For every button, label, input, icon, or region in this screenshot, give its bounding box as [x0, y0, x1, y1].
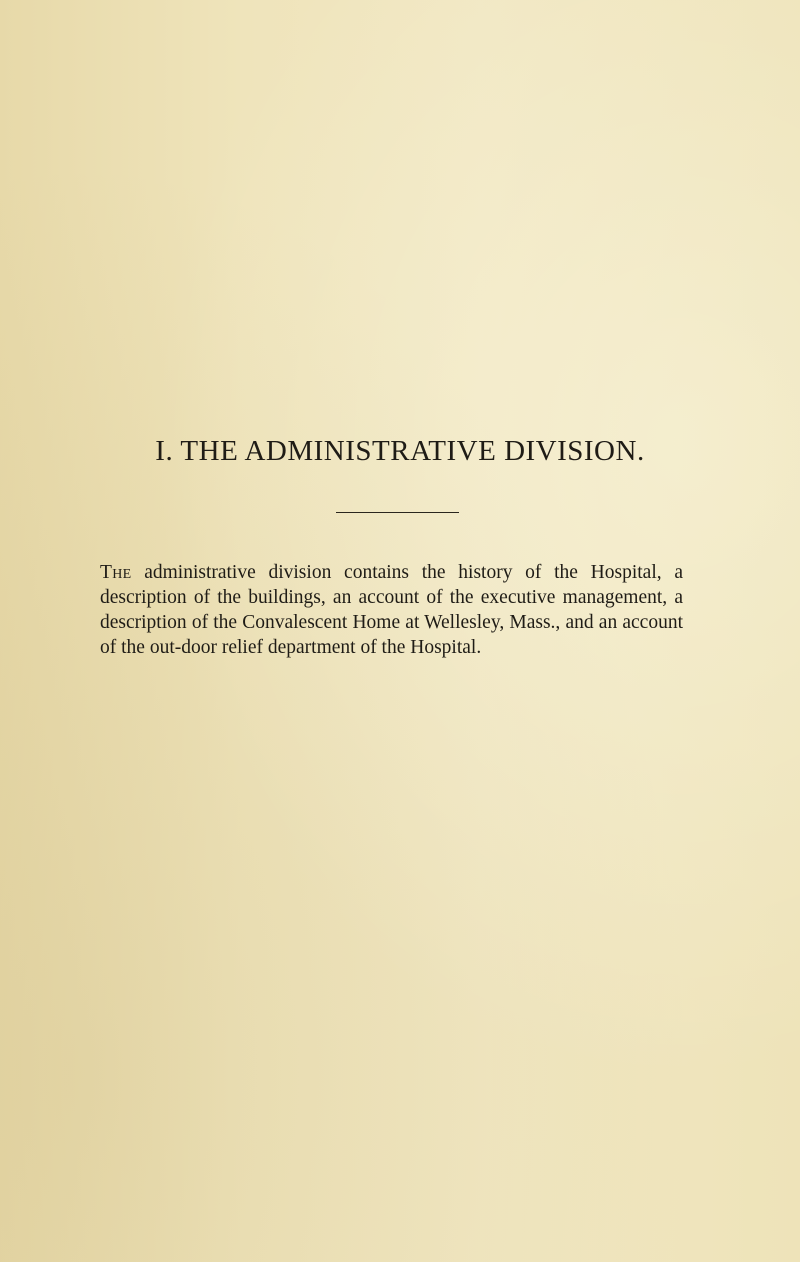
- heading-divider: [336, 512, 459, 513]
- paragraph-text: administrative division contains the history of the Hospital, a description of the buildings, an account of the executive management, a description of the Convalescent Home at Wellesley, Mass., and an account of the out-door relief department of the Hospital.: [100, 562, 683, 658]
- body-paragraph: [100, 560, 683, 660]
- section-heading: I. THE ADMINISTRATIVE DIVISION.: [155, 435, 645, 467]
- paragraph-lead: The: [100, 562, 132, 583]
